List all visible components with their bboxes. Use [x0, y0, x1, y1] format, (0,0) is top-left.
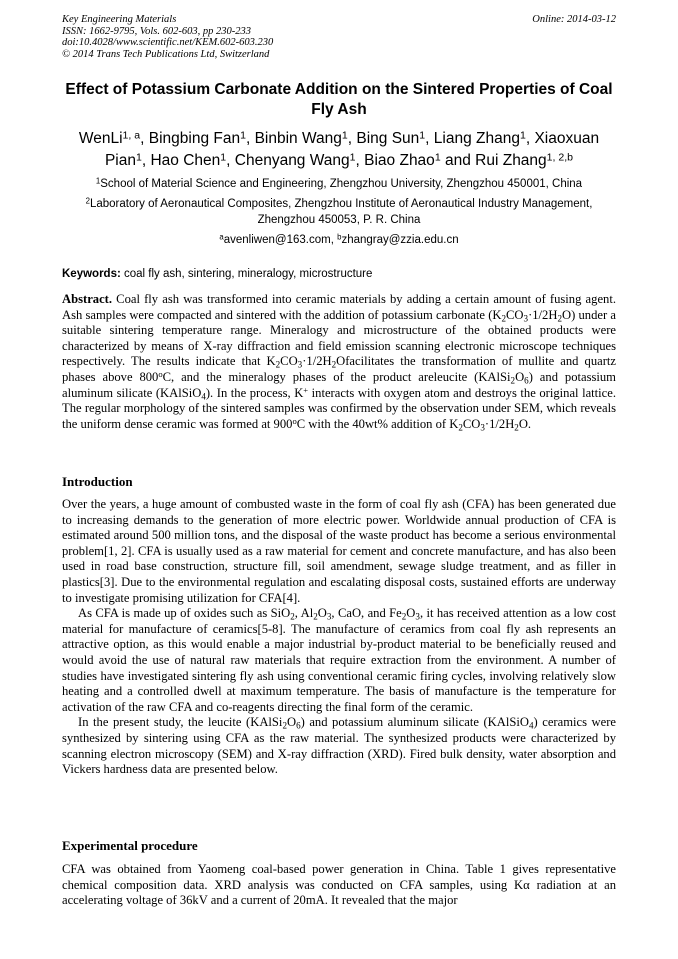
author-name: Liang Zhang — [433, 130, 520, 147]
introduction-heading: Introduction — [62, 474, 133, 489]
author-affiliation-marker: 1, a — [122, 129, 141, 142]
email-b-marker: b — [337, 232, 342, 242]
affiliation-2-text: Laboratory of Aeronautical Composites, Zhengzhou Institute of Aeronautical Industry Management, Zhengzhou 450053, P. R. China — [89, 198, 593, 226]
introduction-body — [62, 497, 616, 778]
intro-paragraph: As CFA is made up of oxides such as SiO$_2$, $Al_2O_3$, CaO, and $Fe_2O_3$, it has received attention as a low cost material for manufacture of ceramics[5-8]. The manufacture of ceramics from coal fly ash represents an attractive option, as this would enable a major industrial by-product material to be beneficially reused and would avoid the use of natural raw materials that require extraction from the environment. A number of studies have investigated sintering fly ash using conventional ceramic firing cycles, involving relatively slow heating and a controlled dwell at maximum temperature. The basis of manufacture is the temperature for activation of the raw CFA and co-reagents directing the final form of the ceramic. — [62, 606, 617, 714]
keywords-label: Keywords: — [62, 268, 121, 280]
author-affiliation-marker: 1 — [349, 151, 356, 164]
author-name: Hao Chen — [150, 152, 221, 169]
journal-name: Key Engineering Materials — [62, 14, 177, 25]
author-name: Binbin Wang — [254, 130, 342, 147]
author-list: WenLi$^{1, a}$, Bingbing Fan$^1$, Binbin Wang$^1$, Bing Sun$^1$, Liang Zhang$^1$, Xiaoxuan Pian$^1$, Hao Chen$^1$, Chenyang Wang$^1$, Biao Zhao$^1$ and Rui Zhang$^{1, 2,b}$ — [78, 129, 600, 169]
journal-header — [62, 14, 616, 60]
author-affiliation-marker: 1 — [419, 129, 426, 142]
abstract-label: Abstract. — [62, 292, 113, 306]
keywords-text: coal fly ash, sintering, mineralogy, microstructure — [124, 268, 373, 280]
author-name: Chenyang Wang — [234, 152, 350, 169]
author-affiliation-marker: 1 — [341, 129, 348, 142]
author-affiliation-marker: 1 — [519, 129, 526, 142]
issn-line: ISSN: 1662-9795, Vols. 602-603, pp 230-233 — [62, 25, 251, 37]
doi-line: doi:10.4028/www.scientific.net/KEM.602-603.230 — [62, 37, 274, 48]
email-a-marker: a — [219, 232, 224, 242]
author-affiliation-marker: 1 — [136, 151, 142, 164]
experimental-heading: Experimental procedure — [62, 838, 198, 853]
author-name: Biao Zhao — [364, 152, 435, 169]
abstract — [62, 292, 616, 432]
intro-paragraph: In the present study, the leucite $(KAlSi_2O_6)$ and potassium aluminum silicate (KAlSiO$_4$) ceramics were synthesized by sintering using CFA as the raw material. The synthesized products were characterized by scanning electron microscopy (SEM) and X-ray diffraction (XRD). Fired bulk density, water absorption and Vickers hardness data are presented below. — [62, 715, 616, 777]
author-affiliation-marker: 1 — [240, 129, 246, 142]
email-a[interactable]: avenliwen@163.com — [223, 234, 331, 246]
author-name: Xiaoxuan Pian — [104, 130, 600, 169]
email-b[interactable]: zhangray@zzia.edu.cn — [341, 234, 459, 246]
affiliation-1 — [62, 176, 616, 192]
keywords — [62, 268, 616, 280]
author-name: WenLi — [78, 130, 123, 147]
author-name: Rui Zhang — [475, 152, 547, 169]
author-affiliation-marker: 1 — [220, 151, 227, 164]
abstract-text: Coal fly ash was transformed into ceramic materials by adding a certain amount of fusing agent. Ash samples were compacted and sintered with the addition of potassium carbonate $(K_2CO_3\cdot 1/2H_2O)$ under a suitable sintering temperature range. Mineralogy and microstructure of the obtained products were characterized by means of X-ray diffraction and field emission scanning electronic microscope techniques respectively. The results indicate that $K_2CO_3\cdot 1/2H_2Ofacilitates$ the transformation of mullite and quartz phases above 800$^o$C, and the mineralogy phases of the product areleucite $(KAlSi_2O_6)$ and potassium aluminum silicate (KAlSiO$_4$). In the process, K+ interacts with oxygen atom and destroys the original lattice. The regular morphology of the sintered samples was confirmed by the observation under SEM, which reveals the uniform dense ceramic was formed at 900$^o$C with the 40wt% addition of $K_2CO_3\cdot 1/2H_2O$. — [62, 292, 617, 433]
experimental-body — [62, 862, 616, 909]
intro-paragraph: Over the years, a huge amount of combusted waste in the form of coal fly ash (CFA) has been generated due to increasing demands to the generation of more electric power. Worldwide annual production of CFA is estimated around 500 million tons, and the disposal of the waste product has become a serious environmental problem[1, 2]. CFA is usually used as a raw material for cement and concrete manufacture, and has also been used in road base construction, structure fill, soil amendment, sewage sludge treatment, and as filler in plastics[3]. Due to the environmental regulation and escalating disposal costs, sustained efforts are underway to investigate promising utilization for CFA[4]. — [62, 497, 616, 605]
author-affiliation-marker: 1 — [434, 151, 441, 164]
affiliation-1-marker: 1 — [95, 176, 101, 186]
affiliation-2 — [62, 196, 616, 228]
experimental-paragraph: CFA was obtained from Yaomeng coal-based power generation in China. Table 1 gives representative chemical composition data. XRD analysis was conducted on CFA samples, using Kα radiation at an accelerating voltage of 36kV and a current of 20mA. It revealed that the major — [62, 862, 616, 908]
affiliation-2-marker: 2 — [85, 196, 90, 206]
affiliation-1-text: School of Material Science and Engineering, Zhengzhou University, Zhengzhou 450001, China — [100, 178, 583, 190]
author-name: Bing Sun — [356, 130, 420, 147]
paper-title: Effect of Potassium Carbonate Addition on the Sintered Properties of Coal Fly Ash — [65, 81, 613, 118]
author-name: Bingbing Fan — [148, 130, 241, 147]
author-emails: $^a$avenliwen@163.com, $^b$zhangray@zzia.edu.cn — [219, 232, 459, 246]
author-affiliation-marker: 1, 2,b — [546, 151, 574, 164]
online-date: Online: 2014-03-12 — [532, 14, 616, 25]
copyright-line: © 2014 Trans Tech Publications Ltd, Switzerland — [62, 48, 270, 60]
